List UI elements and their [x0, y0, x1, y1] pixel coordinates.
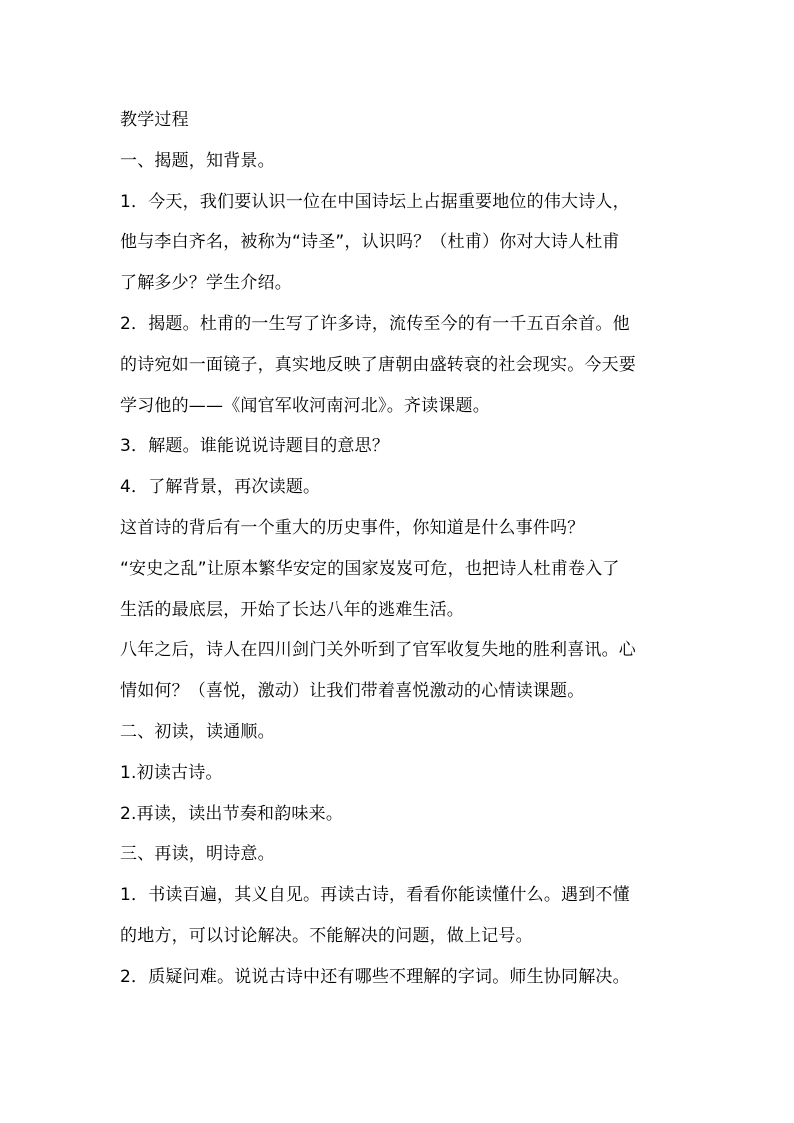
paragraph-line: “安史之乱”让原本繁华安定的国家岌岌可危，也把诗人杜甫卷入了	[120, 558, 620, 579]
paragraph-line: 情如何？（喜悦，激动）让我们带着喜悦激动的心情读课题。	[120, 681, 585, 702]
paragraph-line: 2.再读，读出节奏和韵味来。	[120, 803, 344, 824]
section-title: 教学过程	[120, 110, 189, 130]
paragraph-line: 4．了解背景，再次读题。	[120, 477, 321, 498]
paragraph-line: 2．质疑问难。说说古诗中还有哪些不理解的字词。师生协同解决。	[120, 966, 630, 987]
paragraph-line: 的诗宛如一面镜子，真实地反映了唐朝由盛转衰的社会现实。今天要	[120, 354, 636, 375]
paragraph-line: 1.初读古诗。	[120, 762, 223, 783]
paragraph-line: 八年之后，诗人在四川剑门关外听到了官军收复失地的胜利喜讯。心	[120, 640, 636, 661]
paragraph-line: 的地方，可以讨论解决。不能解决的问题，做上记号。	[120, 925, 533, 946]
paragraph-line: 这首诗的背后有一个重大的历史事件，你知道是什么事件吗？	[120, 517, 585, 538]
paragraph-line: 2．揭题。杜甫的一生写了许多诗，流传至今的有一千五百余首。他	[120, 313, 630, 334]
section-heading-3: 三、再读，明诗意。	[120, 844, 275, 865]
paragraph-line: 学习他的——《闻官军收河南河北》。齐读课题。	[120, 395, 490, 416]
section-heading-2: 二、初读，读通顺。	[120, 721, 275, 742]
document-body	[120, 100, 680, 998]
section-heading-1: 一、揭题，知背景。	[120, 150, 275, 171]
paragraph-line: 他与李白齐名，被称为“诗圣”，认识吗？（杜甫）你对大诗人杜甫	[120, 232, 620, 253]
paragraph-line: 了解多少？学生介绍。	[120, 273, 292, 294]
paragraph-line: 生活的最底层，开始了长达八年的逃难生活。	[120, 599, 464, 620]
paragraph-line: 3．解题。谁能说说诗题目的意思？	[120, 436, 390, 457]
paragraph-line: 1．今天，我们要认识一位在中国诗坛上占据重要地位的伟大诗人，	[120, 191, 630, 212]
paragraph-line: 1．书读百遍，其义自见。再读古诗，看看你能读懂什么。遇到不懂	[120, 885, 630, 906]
